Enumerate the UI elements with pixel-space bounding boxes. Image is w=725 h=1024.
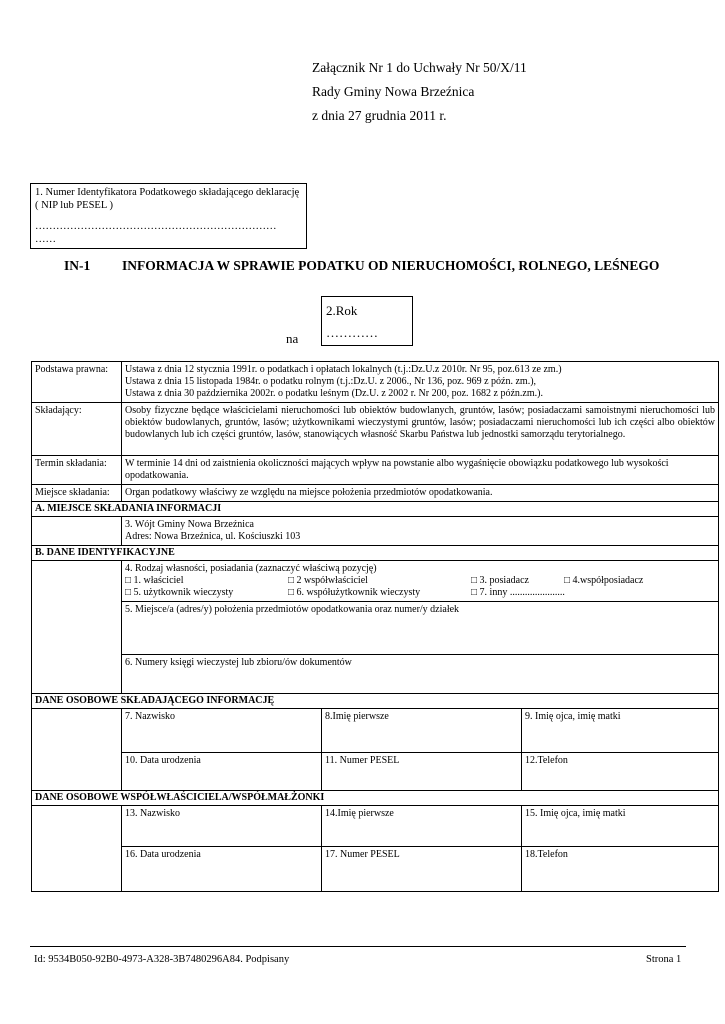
submitter-label: Składający: bbox=[32, 403, 122, 456]
year-box[interactable] bbox=[321, 296, 413, 346]
coowner-birth-date-field[interactable]: 16. Data urodzenia bbox=[122, 847, 322, 892]
deadline-text: W terminie 14 dni od zaistnienia okoliczności mających wpływ na powstanie albo wygaśnięcie obowiązku podatkowego lub wysokości opodatkowania. bbox=[122, 456, 719, 485]
tax-office-name: 3. Wójt Gminy Nowa Brzeźnica bbox=[125, 519, 254, 530]
option-possessor[interactable]: □ 3. posiadacz bbox=[471, 575, 529, 586]
property-location-field[interactable] bbox=[122, 602, 719, 655]
header-line-3: z dnia 27 grudnia 2011 r. bbox=[312, 108, 447, 123]
section-b-spacer bbox=[32, 561, 122, 694]
basis-line-1: Ustawa z dnia 12 stycznia 1991r. o podatkach i opłatach lokalnych (t.j.:Dz.U.z 2010r. Nr 95, poz.613 ze zm.) bbox=[125, 364, 562, 375]
surname-field[interactable]: 7. Nazwisko bbox=[122, 709, 322, 753]
taxpayer-id-dots-2: …… bbox=[35, 233, 56, 245]
land-registry-field[interactable] bbox=[122, 655, 719, 694]
submitter-text: Osoby fizyczne będące właścicielami nieruchomości lub obiektów budowlanych, gruntów, lasów; posiadaczami samoistnymi nieruchomości lub obiektów budowlanych, gruntów, lasów; użytkownikami wieczystymi gruntów, lasów; posiadaczami nieruchomości lub ich części albo obiektów budowlanych lub ich części gruntów, lasów, stanowiących własność Skarbu Państwa lub jednostki samorządu terytorialnego. bbox=[122, 403, 719, 456]
basis-label: Podstawa prawna: bbox=[32, 362, 122, 403]
coowner-parents-names-field[interactable]: 15. Imię ojca, imię matki bbox=[522, 806, 719, 847]
first-name-field[interactable]: 8.Imię pierwsze bbox=[322, 709, 522, 753]
coowner-first-name-field[interactable]: 14.Imię pierwsze bbox=[322, 806, 522, 847]
ownership-type bbox=[122, 561, 719, 602]
option-perpetual-user[interactable]: □ 5. użytkownik wieczysty bbox=[125, 587, 234, 598]
tax-office-street: Adres: Nowa Brzeźnica, ul. Kościuszki 103 bbox=[125, 531, 301, 542]
tax-office-address bbox=[122, 517, 719, 546]
year-dots: ………… bbox=[326, 325, 378, 340]
pesel-field[interactable]: 11. Numer PESEL bbox=[322, 753, 522, 791]
basis-line-2: Ustawa z dnia 15 listopada 1984r. o podatku rolnym (t.j.:Dz.U. z 2006., Nr 136, poz. 969 z późn. zm.), bbox=[125, 376, 537, 387]
taxpayer-id-dots: …………………………………………………………… bbox=[35, 221, 277, 232]
document-header bbox=[312, 56, 527, 128]
header-line-1: Załącznik Nr 1 do Uchwały Nr 50/X/11 bbox=[312, 60, 527, 75]
option-other[interactable]: □ 7. inny ...................... bbox=[471, 587, 565, 598]
place-label: Miejsce składania: bbox=[32, 485, 122, 502]
year-na-label: na bbox=[286, 331, 299, 346]
phone-field[interactable]: 12.Telefon bbox=[522, 753, 719, 791]
coowner-surname-field[interactable]: 13. Nazwisko bbox=[122, 806, 322, 847]
option-owner[interactable]: □ 1. właściciel bbox=[125, 575, 184, 586]
page-number: Strona 1 bbox=[646, 954, 682, 965]
section-b-title: B. DANE IDENTYFIKACYJNE bbox=[32, 546, 719, 561]
basis-text bbox=[122, 362, 719, 403]
section-a-title: A. MIEJSCE SKŁADANIA INFORMACJI bbox=[32, 502, 719, 517]
parents-names-field[interactable]: 9. Imię ojca, imię matki bbox=[522, 709, 719, 753]
personal-data-spacer bbox=[32, 709, 122, 791]
deadline-label: Termin składania: bbox=[32, 456, 122, 485]
taxpayer-id-box[interactable] bbox=[30, 183, 307, 249]
place-text: Organ podatkowy właściwy ze względu na miejsce położenia przedmiotów opodatkowania. bbox=[122, 485, 719, 502]
year-label: 2.Rok bbox=[326, 303, 358, 318]
option-co-owner[interactable]: □ 2 współwłaściciel bbox=[288, 575, 368, 586]
taxpayer-id-label: 1. Numer Identyfikatora Podatkowego składającego deklarację ( NIP lub PESEL ) bbox=[35, 187, 300, 211]
birth-date-field[interactable]: 10. Data urodzenia bbox=[122, 753, 322, 791]
document-id: Id: 9534B050-92B0-4973-A328-3B7480296A84. Podpisany bbox=[34, 954, 290, 965]
coowner-pesel-field[interactable]: 17. Numer PESEL bbox=[322, 847, 522, 892]
form-code: IN-1 bbox=[64, 258, 91, 273]
option-co-perpetual-user[interactable]: □ 6. współużytkownik wieczysty bbox=[288, 587, 421, 598]
footer-divider bbox=[30, 946, 686, 947]
coowner-phone-field[interactable]: 18.Telefon bbox=[522, 847, 719, 892]
option-co-possessor[interactable]: □ 4.współposiadacz bbox=[564, 575, 644, 586]
property-location-label: 5. Miejsce/a (adres/y) położenia przedmiotów opodatkowania oraz numer/y działek bbox=[125, 604, 460, 615]
information-form bbox=[31, 361, 719, 892]
coowner-data-spacer bbox=[32, 806, 122, 892]
basis-line-3: Ustawa z dnia 30 października 2002r. o podatku leśnym (Dz.U. z 2002 r. Nr 200, poz. 1682 z późn.zm.). bbox=[125, 388, 543, 399]
personal-data-title: DANE OSOBOWE SKŁADAJĄCEGO INFORMACJĘ bbox=[32, 694, 719, 709]
ownership-label: 4. Rodzaj własności, posiadania (zaznaczyć właściwą pozycję) bbox=[125, 563, 377, 574]
section-a-spacer bbox=[32, 517, 122, 546]
header-line-2: Rady Gminy Nowa Brzeźnica bbox=[312, 84, 475, 99]
coowner-data-title: DANE OSOBOWE WSPÓŁWŁAŚCICIELA/WSPÓŁMAŁŻONKI bbox=[32, 791, 719, 806]
land-registry-label: 6. Numery księgi wieczystej lub zbioru/ów dokumentów bbox=[125, 657, 352, 668]
form-title: INFORMACJA W SPRAWIE PODATKU OD NIERUCHOMOŚCI, ROLNEGO, LEŚNEGO bbox=[122, 258, 660, 273]
